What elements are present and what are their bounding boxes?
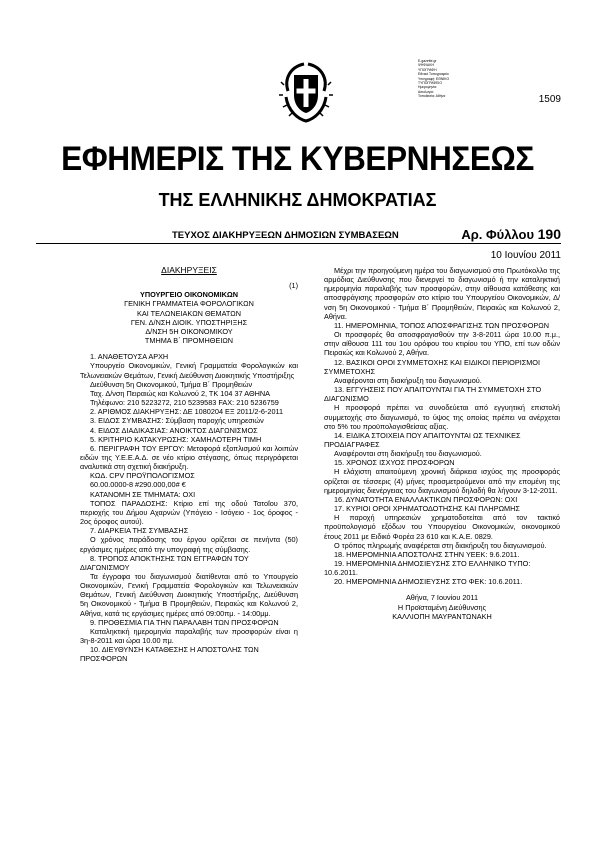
coat-of-arms-emblem — [278, 61, 334, 125]
item-body: Ο τρόπος πληρωμής αναφέρεται στη διακήρυξη του διαγωνισμού. — [334, 540, 547, 550]
digital-signature-stamp — [418, 59, 490, 99]
sheet-label: Αρ. Φύλλου — [461, 227, 535, 242]
signature-place-date: Αθήνα, 7 Ιουνίου 2011 — [405, 593, 479, 603]
gazette-title: ΕΦΗΜΕΡΙΣ ΤΗΣ ΚΥΒΕΡΝΗΣΕΩΣ — [61, 140, 534, 178]
stamp-line: ΤΥΠΟΓΡΑΦΕΙΟ — [418, 81, 443, 86]
authority-line: ΓΕΝ. Δ/ΝΣΗ ΔΙΟΙΚ. ΥΠΟΣΤΗΡΙΞΗΣ — [130, 317, 248, 327]
stamp-line: ΨΗΦΙΑΚΗ — [418, 63, 434, 68]
item-body: Μέχρι την προηγούμενη ημέρα του διαγωνισμού στο Πρωτόκολλο της αρμόδιας Διεύθυνσης που διενεργεί το διαγωνισμό ή την καταληκτική ημερομηνία παραλαβής των προσφορών, στην αίθουσα κατάθεσης και αποσφράγισης προσφορών στο κτίριο του Υπουργείου Οικονομικών, Δ/νση 5η Οικονομικού - Τμήμα Β΄ Προμηθειών, Πειραιώς και Κολωνού 2, Αθήνα. — [324, 266, 560, 321]
item-body: Οι προσφορές θα αποσφραγισθούν την 3-8-2011 ώρα 10.00 π.μ., στην αίθουσα 111 του 1ου ορόφου του κτιρίου του ΥΠΟ, επί των οδών Πειραιώς και Κολωνού 2, Αθήνα. — [324, 330, 560, 358]
item-title: 6. ΠΕΡΙΓΡΑΦΗ ΤΟΥ ΕΡΓΟΥ: Μεταφορά εξοπλισμού και λοιπών ειδών της Υ.Ε.Ε.Α.Δ. σε νέο κτίριο στέγασης, όπως περιγράφεται αναλυτικά στη σχετική διακήρυξη. — [80, 443, 298, 472]
item-title: 4. ΕΙΔΟΣ ΔΙΑΔΙΚΑΣΙΑΣ: ΑΝΟΙΚΤΟΣ ΔΙΑΓΩΝΙΣΜΟΣ — [90, 425, 258, 435]
stamp-line: Υπογραφή: ΕΘΝΙΚΟ — [418, 76, 450, 81]
item-title: 19. ΗΜΕΡΟΜΗΝΙΑ ΔΗΜΟΣΙΕΥΣΗΣ ΣΤΟ ΕΛΛΗΝΙΚΟ ΤΥΠΟ: 10.6.2011. — [324, 559, 531, 578]
item-body: Τηλέφωνο: 210 5223272, 210 5239583 FAX: 210 5236759 — [90, 398, 279, 408]
item-body: Αναφέρονται στη διακήρυξη του διαγωνισμού. — [334, 449, 482, 459]
stamp-line: Ημερομηνία: — [418, 85, 437, 90]
item-title: 15. ΧΡΟΝΟΣ ΙΣΧΥΟΣ ΠΡΟΣΦΟΡΩΝ — [334, 458, 455, 468]
issue-name: ΤΕΥΧΟΣ ΔΙΑΚΗΡΥΞΕΩΝ ΔΗΜΟΣΙΩΝ ΣΥΜΒΑΣΕΩΝ — [172, 230, 399, 241]
stamp-line: Εθνικό Τυπογραφείο — [418, 72, 449, 77]
stamp-line: Ε-gazette.gr — [418, 59, 437, 63]
item-body: Η ελάχιστη απαιτούμενη χρονική διάρκεια ισχύος της προσφοράς ορίζεται σε τέσσερις (4) μήνες προσμετρούμενοι από την επομένη της ημερομηνίας διενέργειας του διαγωνισμού δηλαδή θα λήγουν 3-12-2011. — [324, 467, 560, 495]
item-title: 18. ΗΜΕΡΟΜΗΝΙΑ ΑΠΟΣΤΟΛΗΣ ΣΤΗΝ ΥΕΕΚ: 9.6.2011. — [334, 549, 520, 559]
item-title: 2. ΑΡΙΘΜΟΣ ΔΙΑΚΗΡΥΞΗΣ: ΔΕ 1080204 ΕΞ 2011/2-6-2011 — [90, 407, 284, 417]
item-body: Υπουργείο Οικονομικών, Γενική Γραμματεία Φορολογικών και Τελωνειακών Θεμάτων, Γενική Διεύθυνση Διοικητικής Υποστήριξης — [80, 361, 298, 380]
stamp-line: Αιτιολογία: — [418, 89, 434, 94]
item-body: Η προσφορά πρέπει να συνοδεύεται από εγγυητική επιστολή συμμετοχής στο διαγωνισμό, το ύψος της οποίας πρέπει να ανέρχεται στο 5% του προϋπολογισθείσας αξίας. — [324, 403, 560, 431]
signature-role: Η Προϊσταμένη Διεύθυνσης — [397, 602, 487, 612]
item-body: Διεύθυνση 5η Οικονομικού, Τμήμα Β΄ Προμηθειών — [90, 379, 253, 389]
gazette-subtitle: ΤΗΣ ΕΛΛΗΝΙΚΗΣ ΔΗΜΟΚΡΑΤΙΑΣ — [158, 190, 437, 210]
item-body: Αναφέρονται στη διακήρυξη του διαγωνισμού. — [334, 375, 482, 385]
item-body: ΤΟΠΟΣ ΠΑΡΑΔΟΣΗΣ: Κτίριο επί της οδού Τατοΐου 370, περιοχής του Δήμου Αχαρνών (Υπόγειο - Ισόγειο - 1ος όροφος - 2ος όροφος αυτού). — [80, 498, 298, 527]
cpv-header: ΚΩΔ. CPV ΠΡΟΫΠΟΛΟΓΙΣΜΟΣ — [90, 471, 195, 481]
section-heading-text: ΔΙΑΚΗΡΥΞΕΙΣ — [161, 265, 217, 275]
item-body: Καταληκτική ημερομηνία παραλαβής των προσφορών είναι η 3η-8-2011 και ώρα 10.00 πμ. — [80, 626, 298, 646]
page-number: 1509 — [538, 94, 561, 105]
item-title: 9. ΠΡΟΘΕΣΜΙΑ ΓΙΑ ΤΗΝ ΠΑΡΑΛΑΒΗ ΤΩΝ ΠΡΟΣΦΟΡΩΝ — [90, 617, 279, 627]
section-heading — [80, 266, 298, 275]
item-title: 1. ΑΝΑΘΕΤΟΥΣΑ ΑΡΧΗ — [90, 352, 169, 362]
item-body: ΚΑΤΑΝΟΜΗ ΣΕ ΤΜΗΜΑΤΑ: ΟΧΙ — [90, 489, 196, 499]
item-title: 20. ΗΜΕΡΟΜΗΝΙΑ ΔΗΜΟΣΙΕΥΣΗΣ ΣΤΟ ΦΕΚ: 10.6.2011. — [334, 577, 523, 587]
item-title: 16. ΔΥΝΑΤΟΤΗΤΑ ΕΝΑΛΛΑΚΤΙΚΩΝ ΠΡΟΣΦΟΡΩΝ: ΟΧΙ — [334, 494, 518, 504]
item-body: Ταχ. Δ/νση Πειραιώς και Κολωνού 2, ΤΚ 104 37 ΑΘΗΝΑ — [90, 388, 271, 398]
issue-date: 10 Ιουνίου 2011 — [490, 250, 561, 261]
sheet-number: 190 — [537, 226, 561, 242]
sheet-number-label — [461, 226, 561, 242]
item-title: 10. ΔΙΕΥΘΥΝΣΗ ΚΑΤΑΘΕΣΗΣ Η ΑΠΟΣΤΟΛΗΣ ΤΩΝ ΠΡΟΣΦΟΡΩΝ — [80, 645, 259, 664]
item-title: 14. ΕΙΔΙΚΑ ΣΤΟΙΧΕΙΑ ΠΟΥ ΑΠΑΙΤΟΥΝΤΑΙ ΩΣ ΤΕΧΝΙΚΕΣ ΠΡΟΔΙΑΓΡΑΦΕΣ — [324, 430, 521, 449]
header-rule — [36, 243, 561, 244]
authority-line: ΤΜΗΜΑ Β΄ ΠΡΟΜΗΘΕΙΩΝ — [144, 336, 234, 346]
notice-reference: (1) — [289, 281, 298, 291]
item-title: 12. ΒΑΣΙΚΟΙ ΟΡΟΙ ΣΥΜΜΕΤΟΧΗΣ ΚΑΙ ΕΙΔΙΚΟΙ ΠΕΡΙΟΡΙΣΜΟΙ ΣΥΜΜΕΤΟΧΗΣ — [324, 357, 541, 376]
signature-name: ΚΑΛΛΙΟΠΗ ΜΑΥΡΑΝΤΩΝΑΚΗ — [392, 611, 492, 621]
cpv-value: 60.00.0000-8 #290.000,00# € — [90, 480, 186, 490]
stamp-line: Τοποθεσία: Αθήνα — [418, 94, 446, 99]
stamp-line: ΥΠΟΓΡΑΦΗ — [418, 67, 437, 72]
item-body: Ο χρόνος παράδοσης του έργου ορίζεται σε πενήντα (50) εργάσιμες ημέρες από την υπογραφή της σύμβασης. — [80, 535, 298, 554]
authority-line: ΚΑΙ ΤΕΛΩΝΕΙΑΚΩΝ ΘΕΜΑΤΩΝ — [137, 308, 241, 318]
authority-line: ΓΕΝΙΚΗ ΓΡΑΜΜΑΤΕΙΑ ΦΟΡΟΛΟΓΙΚΩΝ — [124, 299, 254, 309]
item-body: Η παροχή υπηρεσιών χρηματοδοτείται από τον τακτικό προϋπολογισμό εξόδων του Υπουργείου Οικονομικών, οικονομικού έτους 2011 με Ειδικό Φορέα 23 610 και Κ.Α.Ε. 0829. — [324, 513, 560, 541]
item-title: 13. ΕΓΓΥΗΣΕΙΣ ΠΟΥ ΑΠΑΙΤΟΥΝΤΑΙ ΓΙΑ ΤΗ ΣΥΜΜΕΤΟΧΗ ΣΤΟ ΔΙΑΓΩΝΙΣΜΟ — [324, 385, 542, 404]
item-title: 5. ΚΡΙΤΗΡΙΟ ΚΑΤΑΚΥΡΩΣΗΣ: ΧΑΜΗΛΟΤΕΡΗ ΤΙΜΗ — [90, 434, 262, 444]
authority-line: Δ/ΝΣΗ 5Η ΟΙΚΟΝΟΜΙΚΟΥ — [145, 326, 233, 336]
item-title: 3. ΕΙΔΟΣ ΣΥΜΒΑΣΗΣ: Σύμβαση παροχής υπηρεσιών — [90, 416, 264, 426]
item-title: 17. ΚΥΡΙΟΙ ΟΡΟΙ ΧΡΗΜΑΤΟΔΟΤΗΣΗΣ ΚΑΙ ΠΛΗΡΩΜΗΣ — [334, 504, 520, 514]
item-title: 8. ΤΡΟΠΟΣ ΑΠΟΚΤΗΣΗΣ ΤΩΝ ΕΓΓΡΑΦΩΝ ΤΟΥ ΔΙΑΓΩΝΙΣΜΟΥ — [80, 553, 249, 572]
item-title: 7. ΔΙΑΡΚΕΙΑ ΤΗΣ ΣΥΜΒΑΣΗΣ — [90, 526, 189, 536]
right-column — [324, 266, 560, 621]
item-body: Τα έγγραφα του διαγωνισμού διατίθενται από το Υπουργείο Οικονομικών, Γενική Γραμματεία Φορολογικών και Τελωνειακών Θεμάτων, Γενική Διεύθυνση Διοικητικής Υποστήριξης, Διεύθυνση 5η Οικονομικού - Τμήμα Β Προμηθειών, Πειραιώς και Κολωνού 2, Αθήνα, κατά τις εργάσιμες ημέρες από 09:00πμ. - 14:00μμ. — [80, 572, 298, 618]
item-title: 11. ΗΜΕΡΟΜΗΝΙΑ, ΤΟΠΟΣ ΑΠΟΣΦΡΑΓΙΣΗΣ ΤΩΝ ΠΡΟΣΦΟΡΩΝ — [334, 320, 549, 330]
authority-line: ΥΠΟΥΡΓΕΙΟ ΟΙΚΟΝΟΜΙΚΩΝ — [139, 290, 239, 300]
left-column — [80, 266, 298, 664]
